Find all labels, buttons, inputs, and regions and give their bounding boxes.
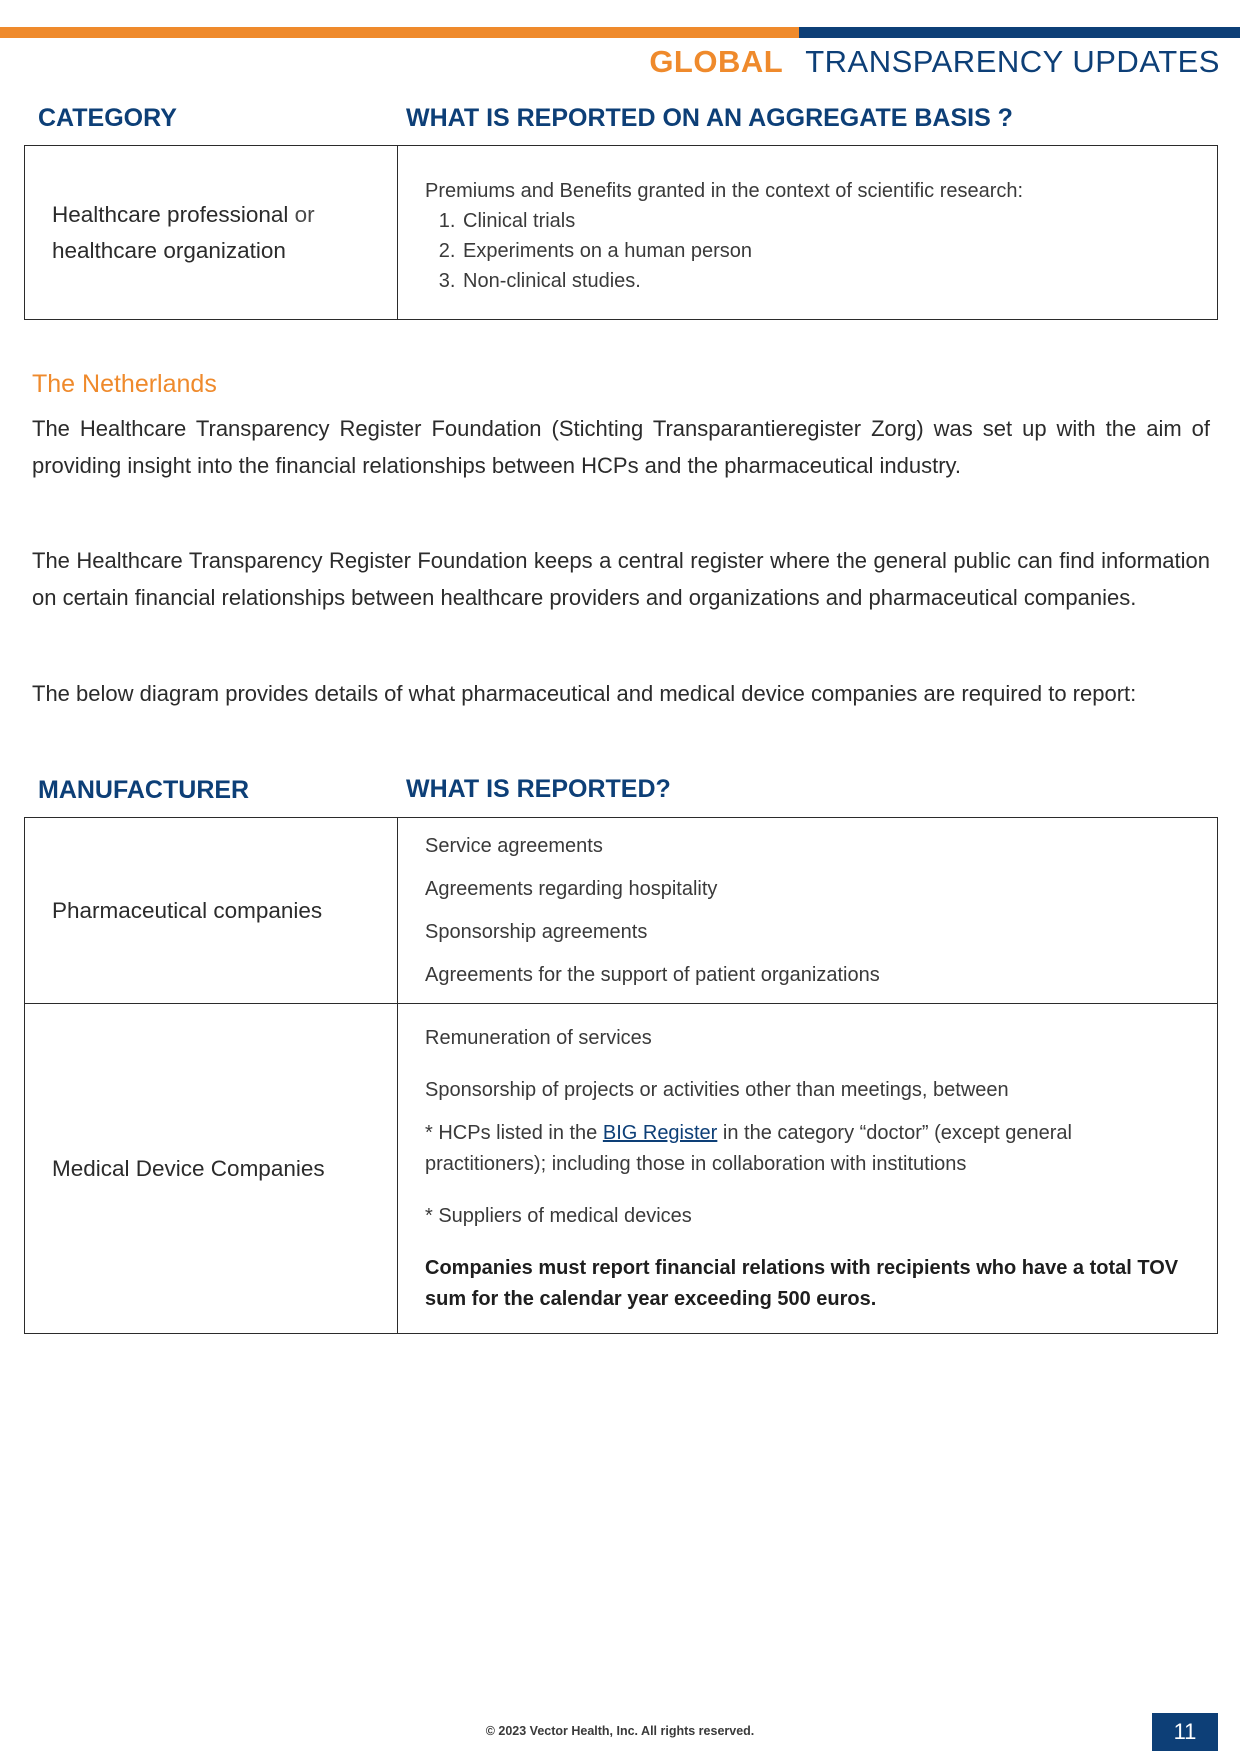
- table1-col-reported: WHAT IS REPORTED ON AN AGGREGATE BASIS ?: [406, 104, 1013, 132]
- accent-bar-blue: [799, 27, 1240, 38]
- section-title: The Netherlands: [32, 370, 217, 398]
- pharma-label: Pharmaceutical companies: [52, 897, 323, 923]
- list-item: 3. Non-clinical studies.: [461, 266, 1217, 296]
- list-item: Sponsorship agreements: [425, 920, 648, 943]
- header-title: TRANSPARENCY UPDATES: [805, 44, 1220, 79]
- paragraph: The below diagram provides details of what pharmaceutical and medical device companies are required to report:: [32, 681, 1137, 706]
- hcp-prefix: * HCPs listed in the: [425, 1121, 603, 1144]
- paragraph: The Healthcare Transparency Register Foundation keeps a central register where the general public can find information on certain financial relationships between healthcare providers and organizations and pharmaceutical companies.: [32, 548, 1210, 610]
- list-item: Agreements regarding hospitality: [425, 877, 718, 900]
- device-label: Medical Device Companies: [52, 1155, 325, 1181]
- list-item: Service agreements: [425, 834, 603, 857]
- aggregate-details-cell: [398, 146, 1218, 320]
- aggregate-table: [24, 145, 1218, 320]
- list-item: 1. Clinical trials: [461, 206, 1217, 236]
- list-item: Agreements for the support of patient organizations: [425, 963, 880, 986]
- list-item: 2. Experiments on a human person: [461, 236, 1217, 266]
- table1-col-category: CATEGORY: [38, 104, 177, 132]
- research-list: [425, 206, 1217, 296]
- header-global: GLOBAL: [649, 44, 784, 79]
- hcp-text: [425, 1118, 1187, 1180]
- page-number: 11: [1152, 1713, 1218, 1751]
- pharma-details-cell: [398, 818, 1218, 1004]
- manufacturer-table: [24, 817, 1218, 1334]
- suppliers-text: * Suppliers of medical devices: [425, 1204, 692, 1227]
- table-row: [25, 818, 1218, 1004]
- table2-col-manufacturer: MANUFACTURER: [38, 776, 250, 804]
- manufacturer-cell-pharma: [25, 818, 398, 1004]
- device-details-cell: [398, 1004, 1218, 1334]
- threshold-text: Companies must report financial relations with recipients who have a total TOV sum for the calendar year exceeding 500 euros.: [425, 1256, 1179, 1310]
- table2-col-reported: WHAT IS REPORTED?: [406, 775, 671, 803]
- category-line2: healthcare organization: [52, 237, 286, 263]
- remuneration-text: Remuneration of services: [425, 1026, 652, 1049]
- big-register-link[interactable]: BIG Register: [602, 1121, 718, 1144]
- top-accent-bar: [0, 27, 1240, 38]
- page-header: [649, 44, 1220, 80]
- footer-copyright: © 2023 Vector Health, Inc. All rights reserved.: [485, 1724, 755, 1738]
- category-or: or: [294, 201, 315, 227]
- category-bold: Healthcare professional: [52, 201, 289, 227]
- table-row: [25, 146, 1218, 320]
- aggregate-intro: Premiums and Benefits granted in the context of scientific research:: [425, 179, 1024, 202]
- category-cell: [25, 146, 398, 320]
- table-row: [25, 1004, 1218, 1334]
- manufacturer-cell-device: [25, 1004, 398, 1334]
- sponsorship-text: Sponsorship of projects or activities other than meetings, between: [425, 1078, 1009, 1101]
- paragraph: The Healthcare Transparency Register Foundation (Stichting Transparantieregister Zorg) was set up with the aim of providing insight into the financial relationships between HCPs and the pharmaceutical industry.: [32, 416, 1210, 478]
- hcp-suffix: in the category “doctor” (except general practitioners); including those in collaboration with institutions: [425, 1121, 1072, 1175]
- accent-bar-orange: [0, 27, 799, 38]
